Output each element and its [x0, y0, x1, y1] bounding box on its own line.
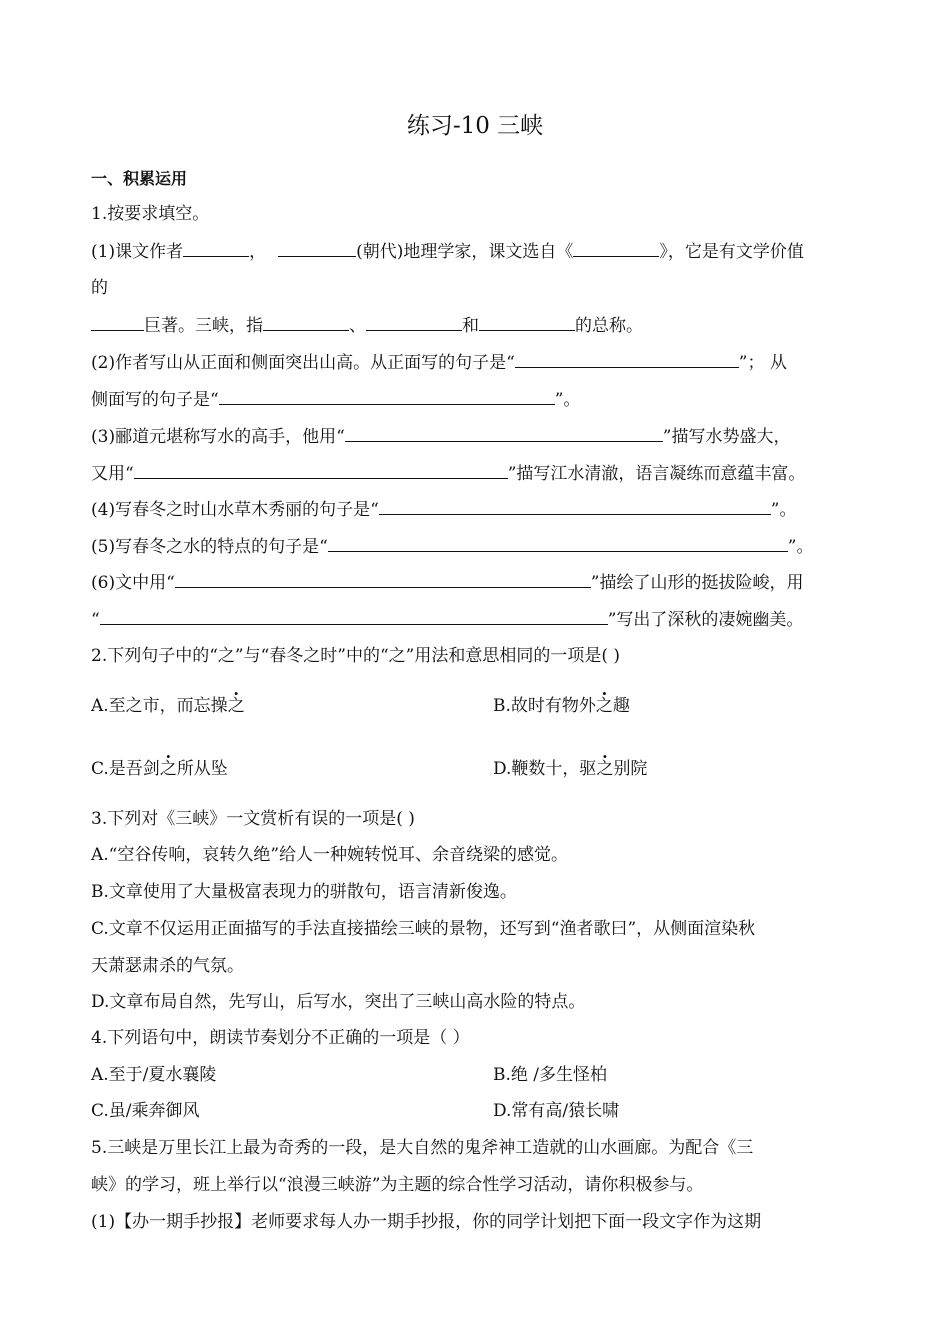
q4-option-b[interactable]: B.绝 /多生怪柏 — [493, 1065, 608, 1085]
q2-option-a[interactable]: A.至之市，而忘操之 — [91, 696, 245, 716]
page-title: 练习-10 三峡 — [406, 113, 544, 139]
q4-stem: 4.下列语句中，朗读节奏划分不正确的一项是（ ） — [91, 1028, 470, 1048]
q1-part2-line1: (2)作者写山从正面和侧面突出山高。从正面写的句子是“ ”； 从 — [91, 353, 787, 373]
q1-part4: (4)写春冬之时山水草木秀丽的句子是“ ”。 — [91, 500, 797, 520]
blank-genre[interactable] — [91, 314, 144, 331]
q3-stem: 3.下列对《三峡》一文赏析有误的一项是( ) — [91, 809, 415, 829]
blank-gorge-2[interactable] — [366, 314, 462, 331]
blank-late-autumn[interactable] — [100, 608, 608, 625]
q4-option-c[interactable]: C.虽/乘奔御风 — [91, 1101, 200, 1121]
q1-part1-line2: 的 — [91, 278, 108, 298]
blank-mountain-shape[interactable] — [175, 571, 591, 588]
blank-water-clear[interactable] — [134, 462, 508, 479]
emphasis-dot-char: 之 — [159, 759, 177, 779]
emphasis-dot-char: 之 — [227, 696, 245, 716]
q4-option-d[interactable]: D.常有高/猿长啸 — [493, 1101, 620, 1121]
q4-option-a[interactable]: A.至于/夏水襄陵 — [91, 1065, 217, 1085]
q3-option-c-line1[interactable]: C.文章不仅运用正面描写的手法直接描绘三峡的景物，还写到“渔者歌曰”，从侧面渲染秋 — [91, 919, 756, 939]
blank-gorge-3[interactable] — [479, 314, 575, 331]
blank-book[interactable] — [573, 240, 659, 257]
q1-part3-line2: 又用“ ”描写江水清澈，语言凝练而意蕴丰富。 — [91, 464, 806, 484]
q2-stem: 2.下列句子中的“之”与“春冬之时”中的“之”用法和意思相同的一项是( ) — [91, 646, 621, 666]
q5-line2: 峡》的学习，班上举行以“浪漫三峡游”为主题的综合性学习活动，请你积极参与。 — [91, 1175, 704, 1195]
q1-stem: 1.按要求填空。 — [91, 204, 210, 224]
q1-part2-line2: 侧面写的句子是“ ”。 — [91, 390, 581, 410]
blank-author[interactable] — [183, 240, 249, 257]
q1-part1-line1: (1)课文作者 ， (朝代)地理学家，课文选自《 》，它是有文学价值 — [91, 242, 804, 262]
q3-option-d[interactable]: D.文章布局自然，先写山，后写水，突出了三峡山高水险的特点。 — [91, 992, 586, 1012]
blank-spring-winter-water[interactable] — [328, 535, 788, 552]
section-heading: 一、积累运用 — [91, 169, 188, 188]
q1-part3-line1: (3)郦道元堪称写水的高手，他用“ ”描写水势盛大， — [91, 427, 791, 447]
blank-spring-winter-scenery[interactable] — [379, 498, 771, 515]
q3-option-b[interactable]: B.文章使用了大量极富表现力的骈散句，语言清新俊逸。 — [91, 882, 517, 902]
blank-water-mighty[interactable] — [345, 425, 663, 442]
blank-front-sentence[interactable] — [515, 351, 739, 368]
blank-gorge-1[interactable] — [263, 314, 349, 331]
q2-option-c[interactable]: C.是吾剑之所从坠 — [91, 759, 228, 779]
q2-option-b[interactable]: B.故时有物外之趣 — [493, 696, 630, 716]
q3-option-c-line2[interactable]: 天萧瑟肃杀的气氛。 — [91, 956, 244, 976]
q1-part5: (5)写春冬之水的特点的句子是“ ”。 — [91, 537, 814, 557]
q5-line3: (1)【办一期手抄报】老师要求每人办一期手抄报，你的同学计划把下面一段文字作为这期 — [91, 1212, 762, 1232]
emphasis-dot-char: 之 — [596, 759, 614, 779]
emphasis-dot-char: 之 — [595, 696, 613, 716]
q5-line1: 5.三峡是万里长江上最为奇秀的一段，是大自然的鬼斧神工造就的山水画廊。为配合《三 — [91, 1138, 754, 1158]
q1-part1-line3: 巨著。三峡，指 、 和 的总称。 — [91, 314, 643, 337]
q1-part6-line2: “ ”写出了深秋的凄婉幽美。 — [91, 610, 804, 630]
q3-option-a[interactable]: A.“空谷传响，哀转久绝”给人一种婉转悦耳、余音绕梁的感觉。 — [91, 845, 569, 865]
q2-option-d[interactable]: D.鞭数十，驱之别院 — [493, 759, 648, 779]
blank-side-sentence[interactable] — [219, 388, 555, 405]
q1-part6-line1: (6)文中用“ ”描绘了山形的挺拔险峻，用 — [91, 573, 804, 593]
blank-dynasty[interactable] — [278, 240, 356, 257]
